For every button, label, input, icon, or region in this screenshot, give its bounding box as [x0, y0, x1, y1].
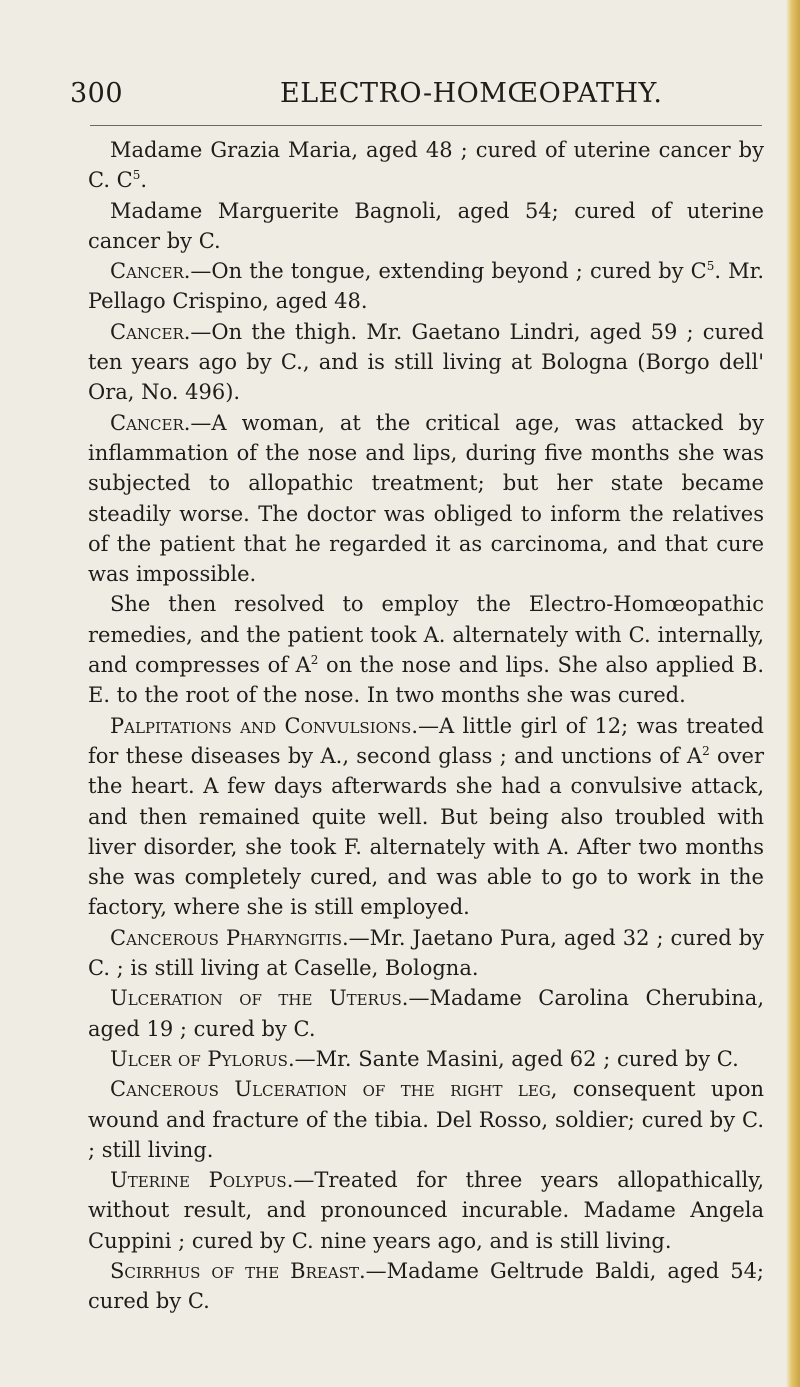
case-heading: Palpitations and Convulsions.	[110, 713, 418, 738]
page-body	[88, 135, 764, 1317]
page-header	[70, 78, 760, 118]
case-paragraph: She then resolved to employ the Electro-Homœopathic remedies, and the patient took A. alternately with C. internally, and compresses of $A^2$ on the nose and lips. She also applied B. E. to the root of the nose. In two months she was cured.	[88, 592, 764, 708]
case-heading: Cancer.	[110, 319, 191, 344]
case-heading: Ulcer of Pylorus.	[110, 1046, 295, 1071]
page-edge	[786, 0, 800, 1387]
case-paragraph: Palpitations and Convulsions.—A little girl of 12; was treated for these diseases by A., second glass ; and unctions of $A^2$ over the heart. A few days afterwards she had a convulsive attack, and then remained quite well. But being also troubled with liver disorder, she took F. alternately with A. After two months she was completely cured, and was able to go to work in the factory, where she is still employed.	[88, 713, 765, 920]
running-title: ELECTRO-HOMŒOPATHY.	[280, 78, 663, 109]
case-heading: Ulceration of the Uterus.	[110, 986, 409, 1011]
case-paragraph: Cancer.—On the tongue, extending beyond ; cured by $C^5$. Mr. Pellago Crispino, aged 48.	[88, 259, 764, 314]
case-heading: Cancerous Pharyngitis.	[110, 925, 349, 950]
case-heading: Cancer.	[110, 410, 191, 435]
header-rule	[90, 125, 762, 126]
case-paragraph: Madame Grazia Maria, aged 48 ; cured of uterine cancer by C. $C^5$.	[88, 138, 764, 193]
case-paragraph: Ulcer of Pylorus.—Mr. Sante Masini, aged 62 ; cured by C.	[110, 1046, 739, 1071]
case-heading: Cancer.	[110, 259, 191, 284]
case-paragraph: Madame Marguerite Bagnoli, aged 54; cured of uterine cancer by C.	[88, 198, 764, 253]
case-paragraph: Cancerous Ulceration of the right leg, consequent upon wound and fracture of the tibia. Del Rosso, soldier; cured by C. ; still living.	[88, 1077, 765, 1162]
page-number: 300	[70, 78, 124, 109]
case-heading: Scirrhus of the Breast.	[110, 1258, 366, 1283]
case-paragraph: Ulceration of the Uterus.—Madame Carolina Cherubina, aged 19 ; cured by C.	[88, 986, 764, 1041]
case-paragraph: Cancerous Pharyngitis.—Mr. Jaetano Pura, aged 32 ; cured by C. ; is still living at Caselle, Bologna.	[88, 925, 764, 981]
case-paragraph: Cancer.—On the thigh. Mr. Gaetano Lindri, aged 59 ; cured ten years ago by C., and is still living at Bologna (Borgo dell' Ora, No. 496).	[88, 319, 764, 405]
case-heading: Cancerous Ulceration of the right leg,	[110, 1077, 558, 1102]
case-paragraph: Uterine Polypus.—Treated for three years allopathically, without result, and pronounced incurable. Madame Angela Cuppini ; cured by C. nine years ago, and is still living.	[88, 1168, 764, 1253]
case-paragraph: Scirrhus of the Breast.—Madame Geltrude Baldi, aged 54; cured by C.	[88, 1258, 765, 1314]
case-paragraph: Cancer.—A woman, at the critical age, was attacked by inflammation of the nose and lips, during five months she was subjected to allopathic treatment; but her state became steadily worse. The doctor was obliged to inform the relatives of the patient that he regarded it as carcinoma, and that cure was impossible.	[88, 410, 764, 587]
case-heading: Uterine Polypus.	[110, 1168, 294, 1193]
